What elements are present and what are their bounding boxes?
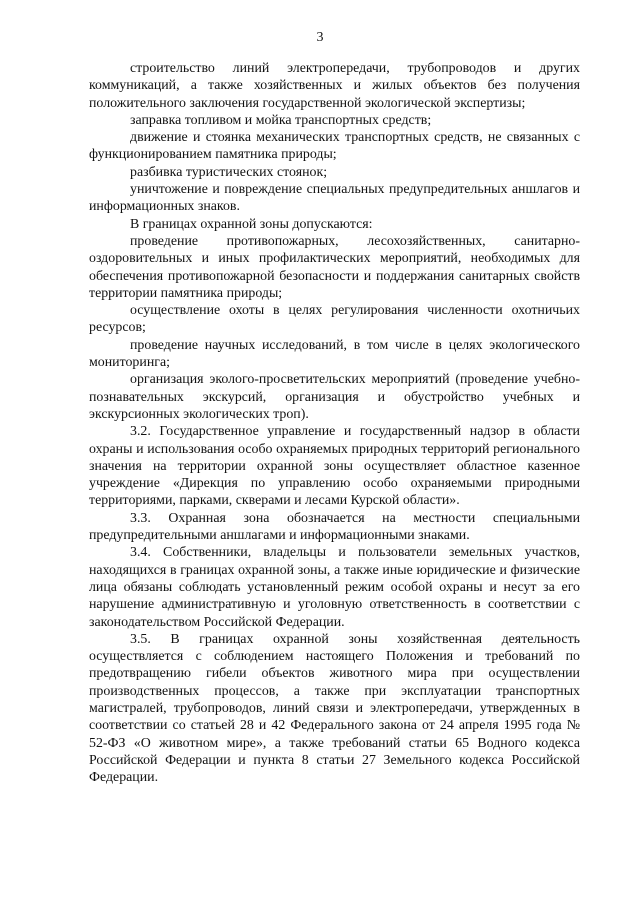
section-3-2: 3.2. Государственное управление и государственный надзор в области охраны и использования особо охраняемых природных территорий регионального значения на территории охранной зоны осуществляет областное казенное учреждение «Дирекция по управлению особо охраняемыми природными территориями, парками, скверами и лесами Курской области». xyxy=(89,424,580,509)
paragraph-prohibition-construction: строительство линий электропередачи, трубопроводов и других коммуникаций, а также хозяйственных и жилых объектов без получения положительного заключения государственной экологической экспертизы; xyxy=(89,61,580,111)
paragraph-allowed-hunting: осуществление охоты в целях регулирования численности охотничьих ресурсов; xyxy=(89,303,580,336)
paragraph-prohibition-camps: разбивка туристических стоянок; xyxy=(130,164,328,180)
paragraph-allowed-fire-forestry: проведение противопожарных, лесохозяйственных, санитарно-оздоровительных и иных профилактических мероприятий, необходимых для обеспечения противопожарной безопасности и поддержания санитарных свойств территории памятника природы; xyxy=(89,233,580,301)
paragraph-allowed-heading: В границах охранной зоны допускаются: xyxy=(130,216,373,232)
section-3-4: 3.4. Собственники, владельцы и пользователи земельных участков, находящихся в границах охранной зоны, а также иные юридические и физические лица обязаны соблюдать установленный режим особой охраны и несут за его нарушение административную и уголовную ответственность в соответствии с законодательством Российской Федерации. xyxy=(89,545,580,630)
paragraph-prohibition-vehicles: движение и стоянка механических транспортных средств, не связанных с функционированием памятника природы; xyxy=(89,130,580,163)
paragraph-allowed-education: организация эколого-просветительских мероприятий (проведение учебно-познавательных экскурсий, организация и обустройство учебных и экскурсионных экологических троп). xyxy=(89,372,580,422)
paragraph-prohibition-refueling: заправка топливом и мойка транспортных средств; xyxy=(130,112,432,128)
page-number: 3 xyxy=(316,30,324,45)
paragraph-allowed-research: проведение научных исследований, в том числе в целях экологического мониторинга; xyxy=(89,337,580,371)
document-body xyxy=(89,60,580,786)
paragraph-prohibition-signs: уничтожение и повреждение специальных предупредительных аншлагов и информационных знаков. xyxy=(89,182,580,215)
section-3-3: 3.3. Охранная зона обозначается на местности специальными предупредительными аншлагами и информационными знаками. xyxy=(89,510,580,544)
section-3-5: 3.5. В границах охранной зоны хозяйственная деятельность осуществляется с соблюдением настоящего Положения и требований по предотвращению гибели объектов животного мира при осуществлении производственных процессов, а также при эксплуатации транспортных магистралей, трубопроводов, линий связи и электропередачи, утвержденных в соответствии со статьей 28 и 42 Федерального закона от 24 апреля 1995 года № 52-ФЗ «О животном мире», а также требований статьи 65 Водного кодекса Российской Федерации и пункта 8 статьи 27 Земельного кодекса Российской Федерации. xyxy=(89,631,580,786)
